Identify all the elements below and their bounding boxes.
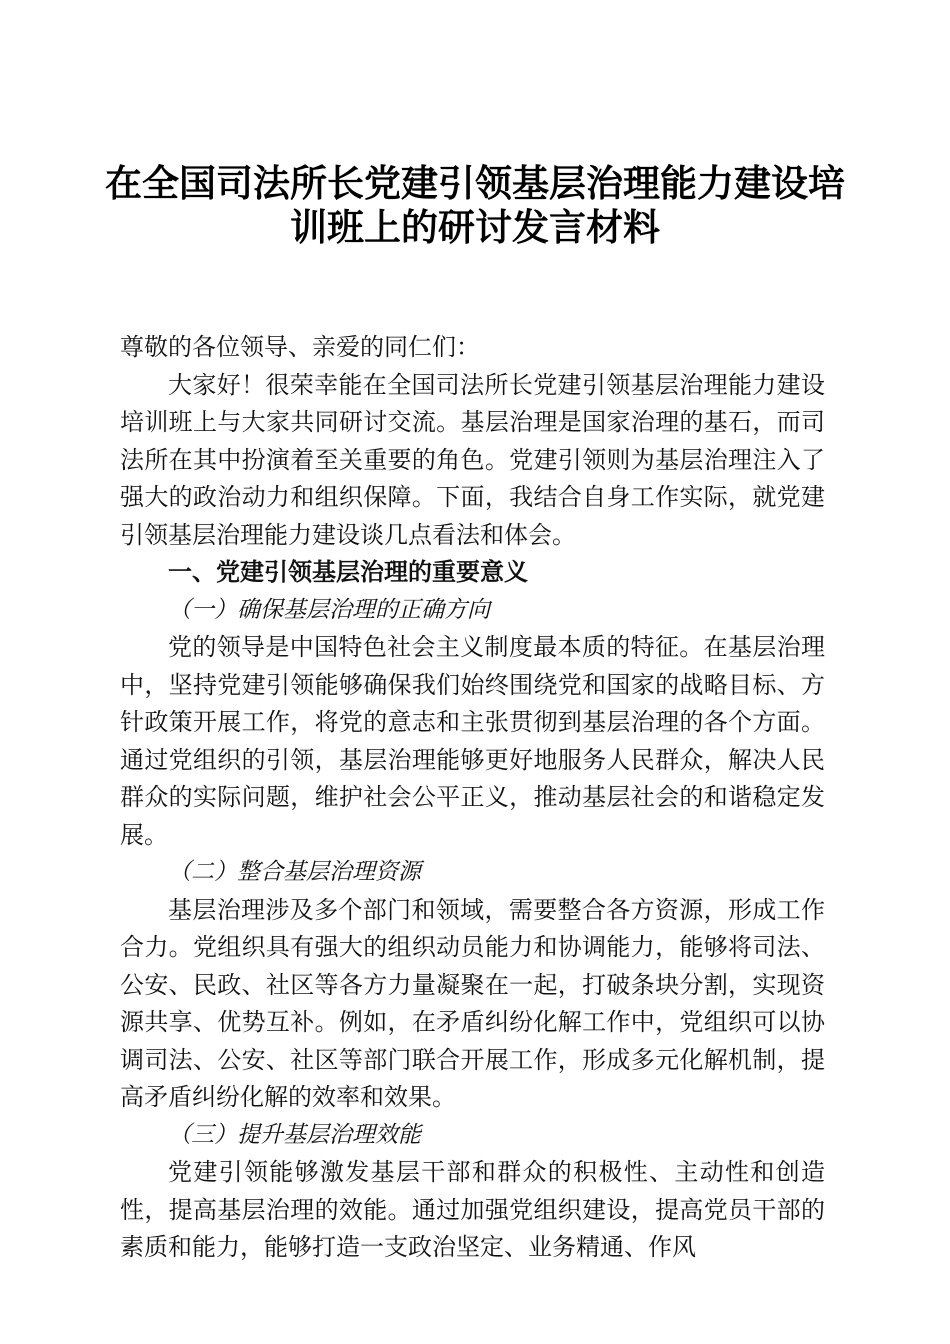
subsection-heading-1: （一）确保基层治理的正确方向	[168, 596, 490, 623]
subsection-heading-2: （二）整合基层治理资源	[168, 859, 421, 885]
subsection-heading-3: （三）提升基层治理效能	[168, 1121, 421, 1148]
salutation: 尊敬的各位领导、亲爱的同仁们：	[120, 333, 480, 361]
section-heading-1: 一、党建引领基层治理的重要意义	[168, 558, 528, 586]
document-body	[120, 329, 825, 1267]
paragraph-1: 党的领导是中国特色社会主义制度最本质的特征。在基层治理中，坚持党建引领能够确保我们始终围绕党和国家的战略目标、方针政策开展工作，将党的意志和主张贯彻到基层治理的各个方面。通过党组织的引领，基层治理能够更好地服务人民群众，解决人民群众的实际问题，维护社会公平正义，推动基层社会的和谐稳定发展。	[120, 633, 825, 849]
paragraph-intro: 大家好！很荣幸能在全国司法所长党建引领基层治理能力建设培训班上与大家共同研讨交流。基层治理是国家治理的基石，而司法所在其中扮演着至关重要的角色。党建引领则为基层治理注入了强大的政治动力和组织保障。下面，我结合自身工作实际，就党建引领基层治理能力建设谈几点看法和体会。	[120, 370, 825, 549]
paragraph-3: 党建引领能够激发基层干部和群众的积极性、主动性和创造性，提高基层治理的效能。通过加强党组织建设，提高党员干部的素质和能力，能够打造一支政治坚定、业务精通、作风	[120, 1158, 825, 1261]
paragraph-2: 基层治理涉及多个部门和领域，需要整合各方资源，形成工作合力。党组织具有强大的组织动员能力和协调能力，能够将司法、公安、民政、社区等各方力量凝聚在一起，打破条块分割，实现资源共享、优势互补。例如，在矛盾纠纷化解工作中，党组织可以协调司法、公安、社区等部门联合开展工作，形成多元化解机制，提高矛盾纠纷化解的效率和效果。	[120, 895, 825, 1111]
document-title-line-2: 训班上的研讨发言材料	[290, 206, 660, 249]
document-title-line-1: 在全国司法所长党建引领基层治理能力建设培	[105, 162, 845, 205]
